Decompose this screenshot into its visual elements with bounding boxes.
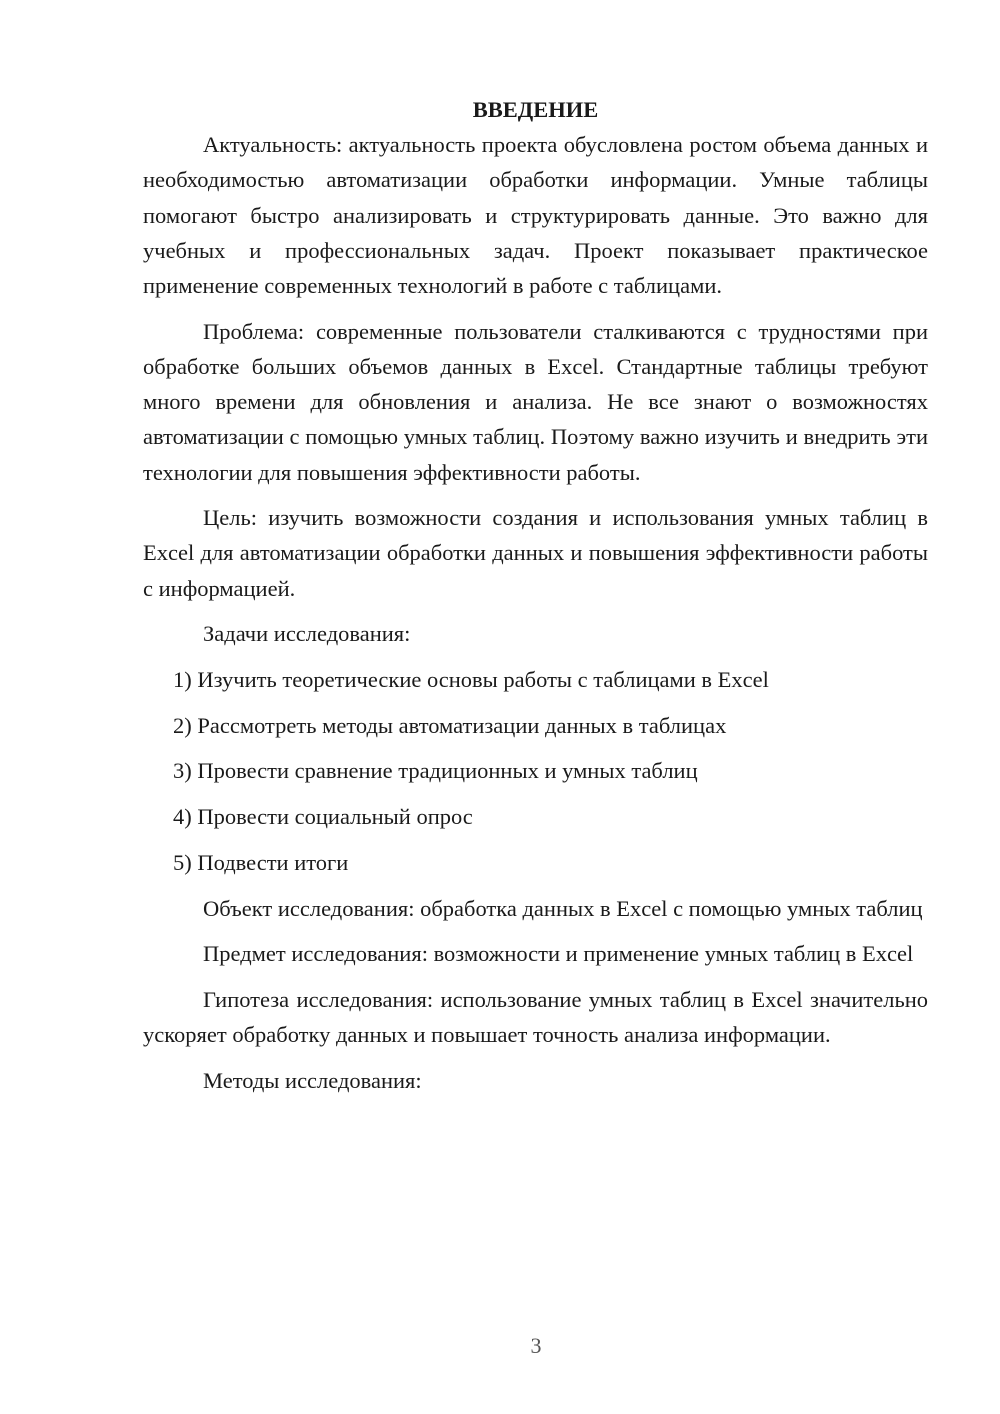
tasks-heading: Задачи исследования: — [203, 621, 411, 647]
document-page — [143, 92, 928, 1109]
paragraph-object: Объект исследования: обработка данных в Excel с помощью умных таблиц — [203, 895, 923, 921]
page-title: ВВЕДЕНИЕ — [472, 97, 599, 122]
paragraph-hypothesis: Гипотеза исследования: использование умных таблиц в Excel значительно ускоряет обработку данных и повышает точность анализа информации. — [143, 986, 928, 1048]
methods-heading: Методы исследования: — [203, 1067, 422, 1093]
paragraph-problem: Проблема: современные пользователи сталкиваются с трудностями при обработке больших объемов данных в Excel. Стандартные таблицы требуют много времени для обновления и анализа. Не все знают о возможностях автоматизации с помощью умных таблиц. Поэтому важно изучить и внедрить эти технологии для повышения эффективности работы. — [143, 318, 928, 485]
page-number: 3 — [530, 1333, 542, 1358]
paragraph-subject: Предмет исследования: возможности и применение умных таблиц в Excel — [203, 941, 914, 967]
list-item: 4) Провести социальный опрос — [173, 804, 473, 830]
tasks-list — [143, 662, 928, 880]
list-item: 2) Рассмотреть методы автоматизации данных в таблицах — [173, 712, 727, 738]
list-item: 5) Подвести итоги — [173, 849, 349, 875]
paragraph-relevance: Актуальность: актуальность проекта обусловлена ростом объема данных и необходимостью автоматизации обработки информации. Умные таблицы помогают быстро анализировать и структурировать данные. Это важно для учебных и профессиональных задач. Проект показывает практическое применение современных технологий в работе с таблицами. — [143, 132, 928, 299]
list-item: 3) Провести сравнение традиционных и умных таблиц — [173, 758, 698, 784]
paragraph-goal: Цель: изучить возможности создания и использования умных таблиц в Excel для автоматизации обработки данных и повышения эффективности работы с информацией. — [143, 505, 928, 601]
list-item: 1) Изучить теоретические основы работы с таблицами в Excel — [173, 667, 769, 693]
